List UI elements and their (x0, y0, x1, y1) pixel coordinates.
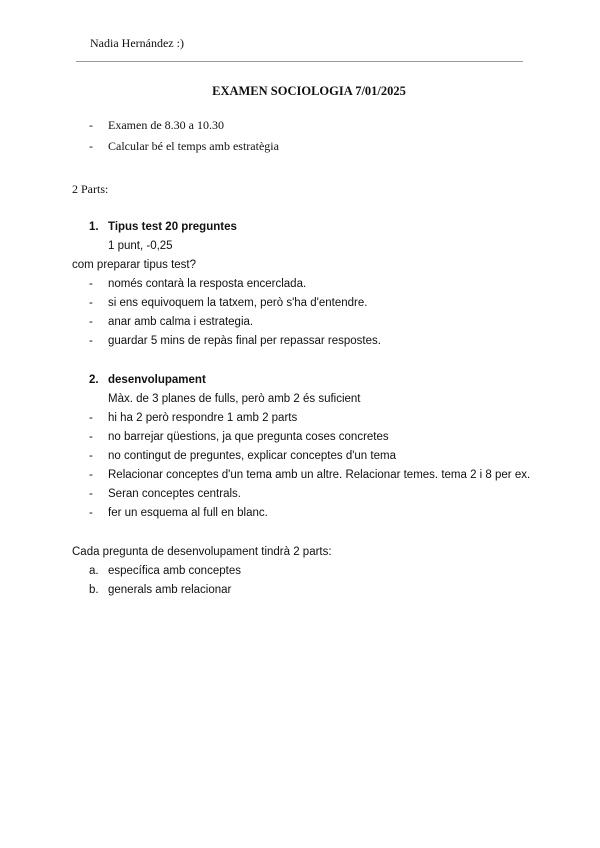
closing-item-letter: b. (89, 584, 99, 596)
section-1-bullet: guardar 5 mins de repàs final per repassar respostes. (108, 335, 381, 347)
bullet-dash: - (89, 431, 93, 443)
bullet-dash: - (89, 297, 93, 309)
intro-item-time: Calcular bé el temps amb estratègia (108, 139, 279, 153)
section-2-bullet: Relacionar conceptes d'un tema amb un altre. Relacionar temes. tema 2 i 8 per ex. (108, 469, 531, 481)
section-2-bullet: Seran conceptes centrals. (108, 488, 241, 500)
bullet-dash: - (89, 412, 93, 424)
bullet-dash: - (89, 450, 93, 462)
intro-item-schedule: Examen de 8.30 a 10.30 (108, 118, 224, 132)
parts-label: 2 Parts: (72, 182, 109, 196)
bullet-dash: - (89, 507, 93, 519)
bullet-dash: - (89, 335, 93, 347)
bullet-dash: - (89, 278, 93, 290)
section-2-bullet: no barrejar qüestions, ja que pregunta coses concretes (108, 431, 389, 443)
section-1-number: 1. (89, 221, 99, 233)
section-1-scoring: 1 punt, -0,25 (108, 240, 173, 252)
bullet-dash: - (89, 118, 93, 132)
section-2-heading: desenvolupament (108, 374, 206, 386)
section-2-number: 2. (89, 374, 99, 386)
header-divider (76, 61, 523, 62)
bullet-dash: - (89, 469, 93, 481)
section-1-heading: Tipus test 20 preguntes (108, 221, 237, 233)
section-1-bullet: només contarà la resposta encerclada. (108, 278, 307, 290)
author-name: Nadia Hernández :) (90, 36, 184, 50)
closing-label: Cada pregunta de desenvolupament tindrà 2 parts: (72, 546, 332, 558)
section-2-bullet: no contingut de preguntes, explicar conceptes d'un tema (108, 450, 396, 462)
closing-item-letter: a. (89, 565, 99, 577)
section-2-bullet: hi ha 2 però respondre 1 amb 2 parts (108, 412, 298, 424)
page-title: EXAMEN SOCIOLOGIA 7/01/2025 (212, 84, 406, 98)
bullet-dash: - (89, 139, 93, 153)
section-2-length-note: Màx. de 3 planes de fulls, però amb 2 és suficient (108, 393, 361, 405)
bullet-dash: - (89, 488, 93, 500)
section-2-bullet: fer un esquema al full en blanc. (108, 507, 268, 519)
closing-item-text: generals amb relacionar (108, 584, 232, 596)
closing-item-text: específica amb conceptes (108, 565, 241, 577)
section-1-prep-label: com preparar tipus test? (72, 259, 197, 271)
section-1-bullet: si ens equivoquem la tatxem, però s'ha d'entendre. (108, 297, 368, 309)
bullet-dash: - (89, 316, 93, 328)
section-1-bullet: anar amb calma i estrategia. (108, 316, 254, 328)
